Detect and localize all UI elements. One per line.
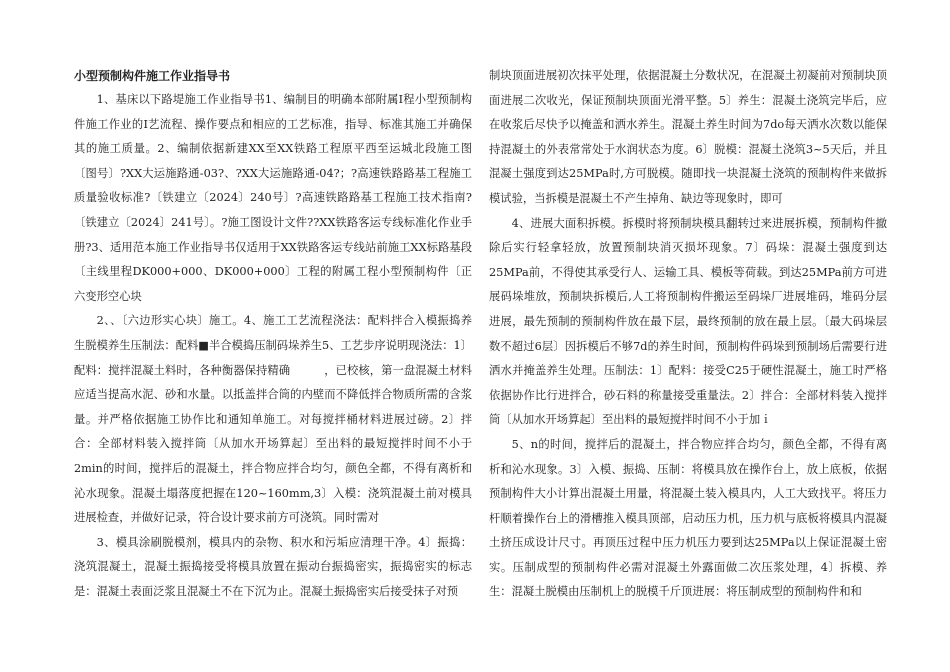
document-title: 小型预制构件施工作业指导书	[74, 69, 231, 83]
paragraph-continuation: 制块顶面进展初次抹平处理，依据混凝土分数状况，在混凝土初凝前对预制块顶面进展二次收光，保证预制块顶面光滑平整。5〕养生：混凝土浇筑完毕后，应在收浆后尽快予以掩盖和洒水养生。混凝土养生时间为7do每天洒水次数以能保持混凝土的外表常常处于水润状态为度。6〕脱模：混凝土浇筑3~5天后，并且混凝土强度到达25MPa时,方可脱模。随即找一块混凝土浇筑的预制构件来做拆模试验，当拆模是混凝土不产生掉角、缺边等现象时，即可	[489, 69, 887, 205]
paragraph-section-2: 2、、〔六边形实心块〕施工。4、施工工艺流程浇法：配料拌合入模振捣养生脱模养生压制法：配料■半合模捣压制码垛养生5、工艺步序说明现浇法：1〕配料：搅拌混凝土料时，各种衡器保持精确 ，已校核，第一盘混凝土材料应适当提高水泥、砂和水量。以抵盖拌合筒的内壁而不降低拌合物质所需的含浆量。并严格依据施工协作比和通知单施工。对每搅拌桶材料进展过磅。2〕拌合：全部材料装入搅拌筒〔从加水开场算起〕至出料的最短搅拌时间不小于2min的时间，搅拌后的混凝土，拌合物应拌合均匀，颜色全都，不得有离析和沁水现象。混凝土塌落度把握在120~160mm,3〕入模：浇筑混凝土前对模具进展检查，并做好记录，符合设计要求前方可浇筑。同时需对	[74, 314, 472, 525]
right-column	[489, 64, 887, 605]
paragraph-section-1: 1、基床以下路堤施工作业指导书1、编制目的明确本部附属Ⅰ程小型预制构件施工作业的Ⅰ艺流程、操作要点和相应的工艺标准，指导、标准其施工并确保其的施工质量。2、编制依据新建XX至XX铁路工程原平西至运城北段施工图〔图号〕?XX大运施路通-03?、?XX大运施路通-04?；?高速铁路路基工程施工质量验收标准?〔铁建立〔2024〕240号〕?高速铁路路基工程施工技术指南?〔铁建立〔2024〕241号〕。?施工图设计文件??XX铁路客运专线标准化作业手册?3、适用范本施工作业指导书仅适用于XX铁路客运专线站前施工XX标路基段〔主线里程DK000+000、DK000+000〕工程的附属工程小型预制构件〔正六变形空心块	[74, 93, 472, 303]
left-column	[74, 64, 472, 604]
paragraph-section-3: 3、模具涂刷脱模剂，模具内的杂物、积水和污垢应清理干净。4〕振捣：浇筑混凝土，混凝土振捣接受将模具放置在振动台振捣密实，振捣密实的标志是：混凝土表面泛浆且混凝土不在下沉为止。混凝土振捣密实后接受抹子对预	[74, 535, 472, 598]
paragraph-section-4: 4、进展大面积拆模。拆模时将预制块模具翻转过来进展拆模，预制构件撤除后实行轻拿轻放，放置预制块消灭损坏现象。7〕码垛：混凝土强度到达25MPa前，不得使其承受行人、运输工具、模板等荷载。到达25MPa前方可进展码垛堆放，预制块拆模后,人工将预制构件搬运至码垛厂进展堆码，堆码分层进展，最先预制的预制构件放在最下层，最终预制的放在最上层。〔最大码垛层数不超过6层〕因拆模后不够7d的养生时间，预制构件码垛到预制场后需要行进洒水并掩盖养生处理。压制法：1〕配料：接受C25于硬性混凝土，施工时严格依据协作比行进拌合，砂石料的称量接受重量法。2〕拌合：全部材料装入搅拌筒〔从加水开场算起〕至出料的最短搅拌时间不小于加ｉ	[489, 216, 887, 427]
paragraph-section-5: 5、n的时间，搅拌后的混凝土，拌合物应拌合均匀，颜色全都，不得有离析和沁水现象。3〕入模、振捣、压制：将模具放在操作台上，放上底板，依据预制构件大小计算出混凝土用量，将混凝土装入模具内，人工大致找平。将压力杆顺着操作台上的滑槽推入模具顶部，启动压力机，压力机与底板将模具内混凝土挤压成设计尺寸。再顶压过程中压力机压力要到达25MPa以上保证混凝土密实。压制成型的预制构件必需对混凝土外露面做二次压浆处理，4〕拆模、养生：混凝土脱模由压制机上的脱模千斤顶进展：将压制成型的预制构件和和	[489, 437, 887, 599]
